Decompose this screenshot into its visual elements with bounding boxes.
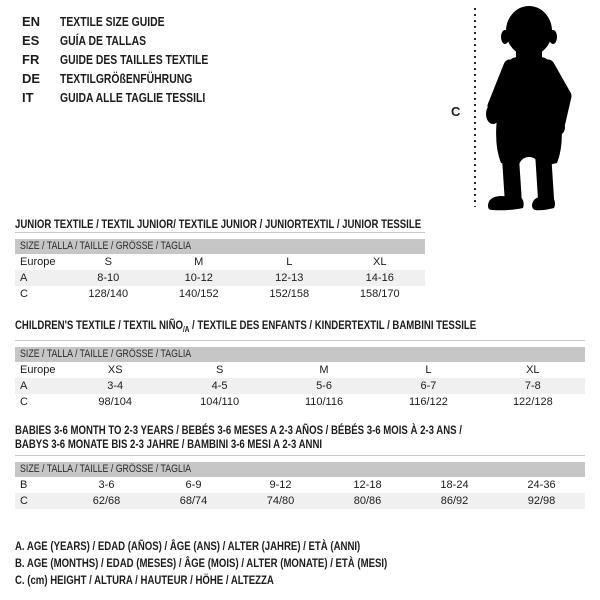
table-header-row xyxy=(15,362,585,378)
table-cell: Europe xyxy=(20,364,56,376)
table-cell: 7-8 xyxy=(524,380,541,392)
language-label: TEXTILGRÖßENFÜHRUNG xyxy=(60,71,193,86)
table-cell: 8-10 xyxy=(97,272,120,284)
language-code: ES xyxy=(22,33,40,48)
table-cell: S xyxy=(215,364,224,376)
language-label: TEXTILE SIZE GUIDE xyxy=(60,14,165,29)
language-row xyxy=(22,12,245,31)
table-cell: 74/80 xyxy=(266,495,295,507)
table-row xyxy=(15,477,585,493)
table-cell: 110/116 xyxy=(304,396,344,408)
legend-line-b: B. AGE (MONTHS) / EDAD (MESES) / ÂGE (MOIS) / ALTER (MONATE) / ETÀ (MESI) xyxy=(15,556,388,570)
table-cell: 140/152 xyxy=(178,288,219,300)
table-cell: B xyxy=(20,479,28,491)
language-code: FR xyxy=(22,52,40,67)
table-header-row xyxy=(15,254,425,270)
table-cell: 5-6 xyxy=(316,380,332,392)
language-row xyxy=(22,50,245,69)
junior-section-title: JUNIOR TEXTILE / TEXTIL JUNIOR/ TEXTILE JUNIOR / JUNIORTEXTIL / JUNIOR TESSILE xyxy=(15,217,422,231)
baby-silhouette-icon xyxy=(480,0,600,215)
table-row xyxy=(15,493,585,509)
table-cell: XL xyxy=(526,364,540,376)
table-cell: 98/104 xyxy=(98,396,133,408)
table-cell: 128/140 xyxy=(88,288,129,300)
language-code: IT xyxy=(22,90,34,105)
language-label: GUÍA DE TALLAS xyxy=(60,33,147,48)
children-size-table xyxy=(15,340,585,410)
table-cell: 152/158 xyxy=(269,288,310,300)
table-cell: 18-24 xyxy=(440,479,469,491)
table-cell: 4-5 xyxy=(211,380,228,392)
table-cell: C xyxy=(20,396,28,408)
table-cell: 104/110 xyxy=(200,396,240,408)
table-cell: 116/122 xyxy=(408,396,448,408)
table-cell: C xyxy=(20,495,28,507)
children-textile-section xyxy=(15,319,585,410)
babies-size-table xyxy=(15,455,585,509)
table-cell: 6-7 xyxy=(420,380,437,392)
table-cell: 12-13 xyxy=(275,272,304,284)
size-header-bar: SIZE / TALLA / TAILLE / GRÖSSE / TAGLIA xyxy=(15,239,425,254)
table-cell: 24-36 xyxy=(527,479,556,491)
table-cell: A xyxy=(20,272,28,284)
children-section-title: CHILDREN'S TEXTILE / TEXTIL $NIÑO_{/A}$ / TEXTILE DES ENFANTS / KINDERTEXTIL / BAMBINI TESSILE xyxy=(15,318,477,334)
table-cell: 68/74 xyxy=(179,495,208,507)
table-cell: 3-6 xyxy=(98,479,115,491)
table-cell: 12-18 xyxy=(353,479,382,491)
table-cell: XL xyxy=(373,256,387,268)
table-cell: 86/92 xyxy=(440,495,469,507)
table-row xyxy=(15,270,425,286)
junior-size-table xyxy=(15,232,425,302)
table-cell: L xyxy=(425,364,432,376)
table-cell: C xyxy=(20,288,28,300)
table-cell: 14-16 xyxy=(365,272,394,284)
table-row xyxy=(15,394,585,410)
table-top-line xyxy=(15,232,425,233)
table-cell: XS xyxy=(107,364,123,376)
table-cell: 158/170 xyxy=(359,288,400,300)
language-label: GUIDA ALLE TAGLIE TESSILI xyxy=(60,90,206,105)
language-code: DE xyxy=(22,71,41,86)
language-row xyxy=(22,31,245,50)
table-cell: 10-12 xyxy=(184,272,213,284)
table-cell: 6-9 xyxy=(185,479,202,491)
table-cell: L xyxy=(286,256,293,268)
table-cell: 62/68 xyxy=(92,495,121,507)
table-cell: 92/98 xyxy=(527,495,556,507)
language-list xyxy=(22,12,245,107)
junior-textile-section xyxy=(15,218,425,302)
legend-line-a: A. AGE (YEARS) / EDAD (AÑOS) / ÂGE (ANS) / ALTER (JAHRE) / ETÀ (ANNI) xyxy=(15,539,361,553)
legend xyxy=(15,538,480,589)
language-code: EN xyxy=(22,14,41,29)
legend-line-c: C. (cm) HEIGHT / ALTURA / HAUTEUR / HÖHE / ALTEZZA xyxy=(15,573,274,587)
table-cell: A xyxy=(20,380,28,392)
size-header-bar: SIZE / TALLA / TAILLE / GRÖSSE / TAGLIA xyxy=(15,347,585,362)
table-top-line xyxy=(15,340,585,341)
height-measure-label: C xyxy=(451,104,461,119)
table-row xyxy=(15,286,425,302)
table-cell: 9-12 xyxy=(269,479,292,491)
table-cell: M xyxy=(194,256,204,268)
height-measure-dotted-line xyxy=(474,8,476,207)
table-cell: Europe xyxy=(20,256,56,268)
language-row xyxy=(22,88,245,107)
babies-textile-section xyxy=(15,423,585,509)
table-cell: M xyxy=(319,364,329,376)
size-header-bar: SIZE / TALLA / TAILLE / GRÖSSE / TAGLIA xyxy=(15,462,585,477)
table-cell: 3-4 xyxy=(107,380,124,392)
table-row xyxy=(15,378,585,394)
table-cell: S xyxy=(104,256,112,268)
babies-section-title: BABIES 3-6 MONTH TO 2-3 YEARS / BEBÉS 3-6 MESES A 2-3 AÑOS / BÉBÉS 3-6 MOIS À 2-3 ANS / BABYS 3-6 MONATE BIS 2-3 JAHRE / BAMBINI 3-6 MESI A 2-3 ANNI xyxy=(15,423,462,451)
table-cell: 80/86 xyxy=(353,495,382,507)
table-cell: 122/128 xyxy=(512,396,553,408)
table-top-line xyxy=(15,455,585,456)
language-row xyxy=(22,69,245,88)
language-label: GUIDE DES TAILLES TEXTILE xyxy=(60,52,209,67)
